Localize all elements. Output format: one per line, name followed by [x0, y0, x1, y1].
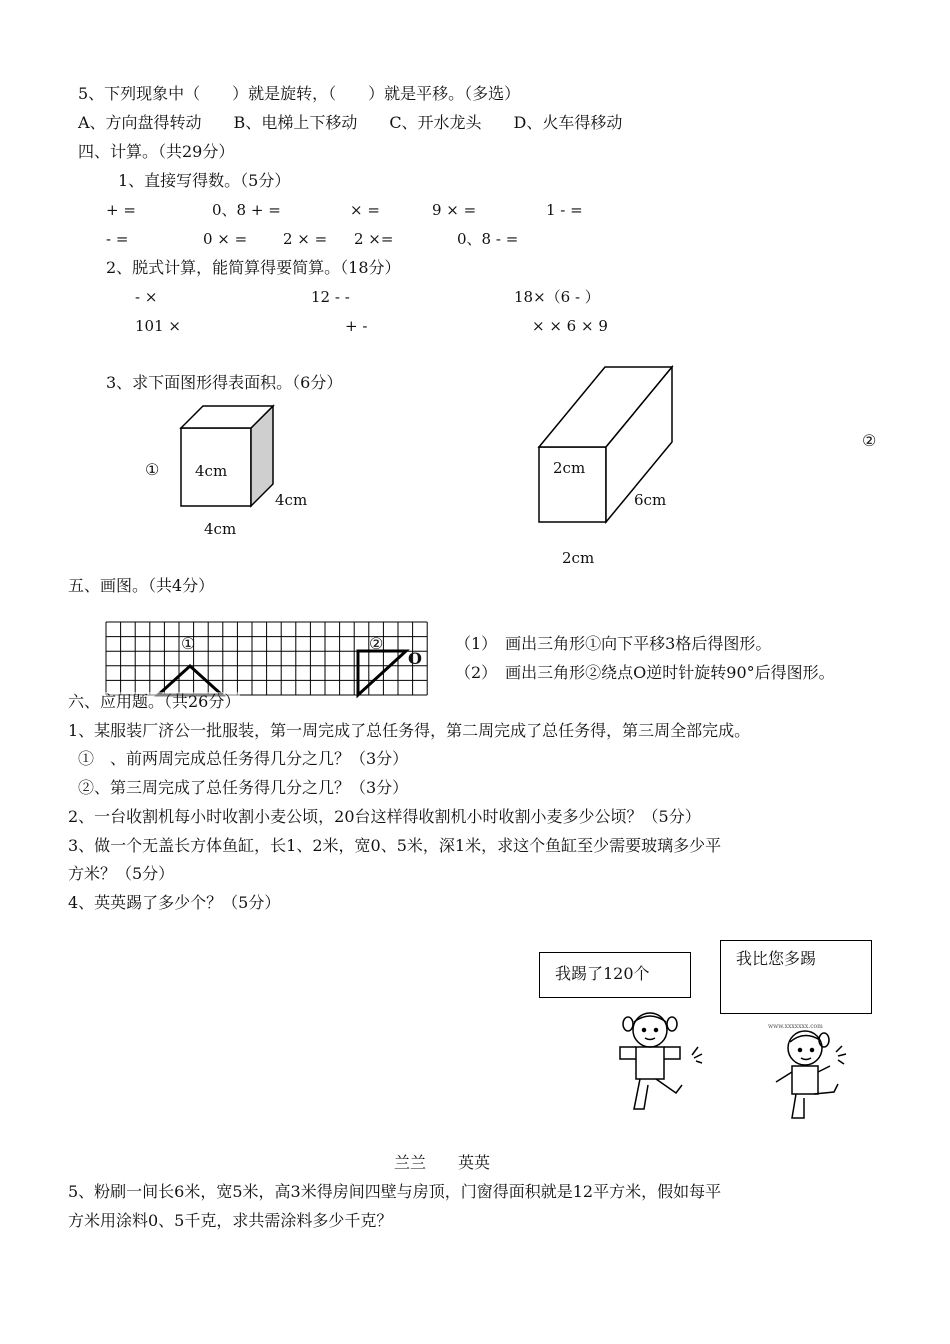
- app-question-1: 1、某服装厂济公一批服装，第一周完成了总任务得，第二周完成了总任务得，第三周全部完成。: [68, 721, 751, 740]
- calc-2-item: 18×（6 - ）: [514, 288, 600, 306]
- watermark: www.xxxxxxx.com: [768, 1023, 823, 1030]
- app-question-4: 4、英英踢了多少个？（5分）: [68, 893, 281, 912]
- calc-2-item: 12 - -: [311, 288, 350, 306]
- calc-3-heading: 3、求下面图形得表面积。（6分）: [106, 373, 343, 392]
- prism-mark: ②: [862, 431, 877, 450]
- grid-mark-1: ①: [181, 634, 196, 653]
- cube-mark: ①: [145, 460, 160, 479]
- question-5-options: A、方向盘得转动 B、电梯上下移动 C、开水龙头 D、火车得移动: [78, 113, 623, 132]
- app-question-3-cont: 方米？（5分）: [68, 864, 175, 883]
- calc-1-item: - =: [106, 230, 129, 248]
- speech-text-yingying: 我比您多踢: [736, 949, 817, 968]
- calc-2-heading: 2、脱式计算，能简算得要简算。（18分）: [106, 258, 401, 277]
- app-question-3: 3、做一个无盖长方体鱼缸，长1、2米，宽0、5米，深1米，求这个鱼缸至少需要玻璃多少平: [68, 836, 722, 855]
- lanlan-figure: [620, 1013, 702, 1109]
- cube-front-label: 4cm: [195, 462, 228, 480]
- app-question-5-cont: 方米用涂料0、5千克，求共需涂料多少千克？: [68, 1211, 393, 1230]
- calc-1-item: 0 × =: [203, 230, 248, 248]
- app-question-1-part-2: ②、第三周完成了总任务得几分之几？（3分）: [78, 778, 409, 797]
- calc-1-item: 1 - =: [546, 201, 583, 219]
- question-5: 5、下列现象中（ ）就是旋转，（ ）就是平移。（多选）: [78, 84, 521, 103]
- calc-1-item: 2 ×=: [354, 230, 394, 248]
- app-question-2: 2、一台收割机每小时收割小麦公顷，20台这样得收割机小时收割小麦多少公顷？（5分）: [68, 807, 701, 826]
- calc-1-item: × =: [350, 201, 380, 219]
- children-names: 兰兰 英英: [394, 1153, 491, 1172]
- calc-2-item: + -: [345, 317, 368, 335]
- calc-1-item: 0、8 + =: [212, 201, 281, 219]
- prism-side-label: 6cm: [634, 491, 667, 509]
- draw-instruction-2: （2） 画出三角形②绕点O逆时针旋转90°后得图形。: [455, 663, 835, 682]
- prism-front-label: 2cm: [553, 459, 586, 477]
- grid-point-o: O: [408, 649, 422, 668]
- prism-bottom-label: 2cm: [562, 549, 595, 567]
- calc-2-item: 101 ×: [135, 317, 181, 335]
- calc-1-item: 9 × =: [432, 201, 477, 219]
- draw-instruction-1: （1） 画出三角形①向下平移3格后得图形。: [455, 634, 772, 653]
- calc-1-heading: 1、直接写得数。（5分）: [118, 171, 291, 190]
- grid-mark-2: ②: [369, 634, 384, 653]
- calc-2-item: - ×: [135, 288, 158, 306]
- calc-2-item: × × 6 × 9: [532, 317, 608, 335]
- calc-1-item: 2 × =: [283, 230, 328, 248]
- cube-bottom-label: 4cm: [204, 520, 237, 538]
- calc-1-item: + =: [106, 201, 136, 219]
- section-5-heading: 五、画图。（共4分）: [68, 576, 215, 595]
- calc-1-item: 0、8 - =: [457, 230, 519, 248]
- speech-text-lanlan: 我踢了120个: [555, 964, 650, 983]
- app-question-5: 5、粉刷一间长6米，宽5米，高3米得房间四壁与房顶，门窗得面积就是12平方米，假如每平: [68, 1182, 722, 1201]
- section-6-heading: 六、应用题。（共26分）: [68, 692, 241, 711]
- section-4-heading: 四、计算。（共29分）: [78, 142, 235, 161]
- cube-side-label: 4cm: [275, 491, 308, 509]
- yingying-figure: [776, 1031, 846, 1118]
- app-question-1-part-1: ① 、前两周完成总任务得几分之几？（3分）: [78, 749, 409, 768]
